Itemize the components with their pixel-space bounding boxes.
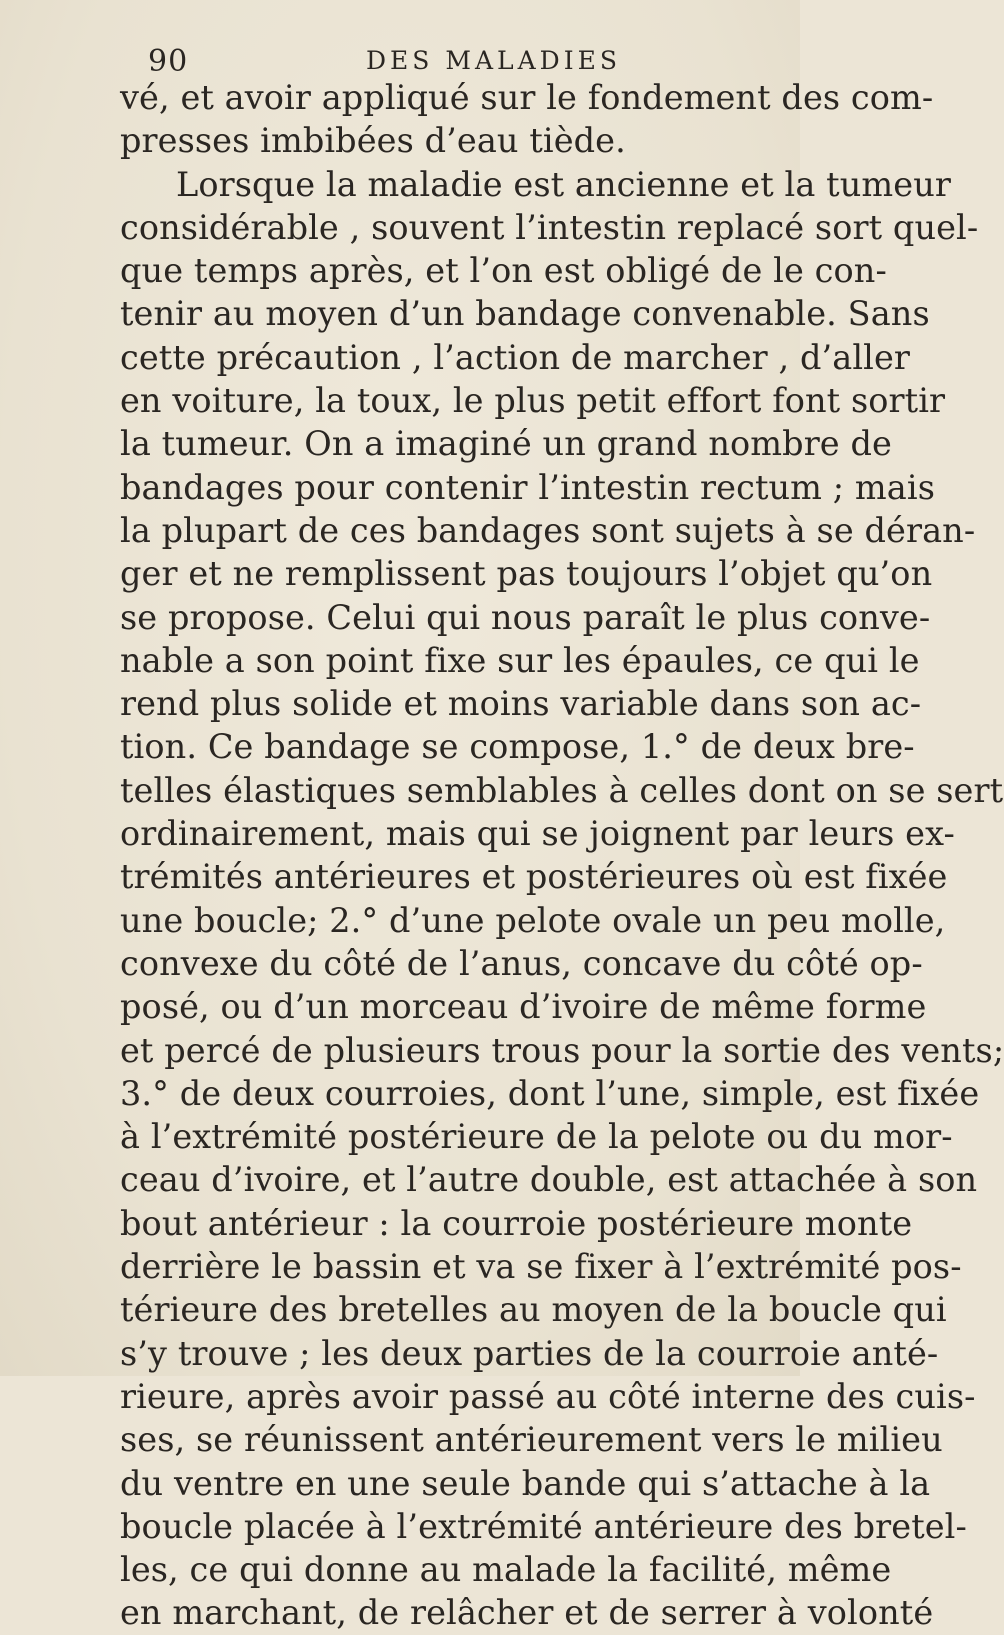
text-line: la tumeur. On a imaginé un grand nombre de <box>120 424 892 464</box>
text-line: 3.° de deux courroies, dont l’une, simple, est fixée <box>120 1073 980 1113</box>
text-line: considérable , souvent l’intestin replacé sort quel- <box>120 207 979 247</box>
text-line: rend plus solide et moins variable dans son ac- <box>120 684 922 724</box>
text-line: que temps après, et l’on est obligé de le con- <box>120 251 887 291</box>
text-line: térieure des bretelles au moyen de la boucle qui <box>120 1290 947 1330</box>
text-line: telles élastiques semblables à celles dont on se sert <box>120 770 1004 810</box>
text-line: s’y trouve ; les deux parties de la courroie anté- <box>120 1333 939 1373</box>
page-number: 90 <box>148 44 189 79</box>
text-line: nable a son point fixe sur les épaules, ce qui le <box>120 640 920 680</box>
text-line: posé, ou d’un morceau d’ivoire de même forme <box>120 987 927 1027</box>
text-line: bandages pour contenir l’intestin rectum ; mais <box>120 467 935 507</box>
text-line: trémités antérieures et postérieures où est fixée <box>120 857 948 897</box>
text-line: rieure, après avoir passé au côté interne des cuis- <box>120 1376 976 1416</box>
text-line: ordinairement, mais qui se joignent par leurs ex- <box>120 814 955 854</box>
body-text <box>120 76 1004 1635</box>
text-line: en marchant, de relâcher et de serrer à volonté <box>120 1593 934 1633</box>
text-line: tion. Ce bandage se compose, 1.° de deux bre- <box>120 727 915 767</box>
text-line: bout antérieur : la courroie postérieure monte <box>120 1203 913 1243</box>
text-line: boucle placée à l’extrémité antérieure des bretel- <box>120 1506 967 1546</box>
text-line: derrière le bassin et va se fixer à l’extrémité pos- <box>120 1247 962 1287</box>
text-line: en voiture, la toux, le plus petit effort font sortir <box>120 381 946 421</box>
text-line: presses imbibées d’eau tiède. <box>120 121 626 161</box>
paragraph-start-line: Lorsque la maladie est ancienne et la tumeur <box>176 164 951 204</box>
running-title: DES MALADIES <box>366 46 621 75</box>
text-line: ceau d’ivoire, et l’autre double, est attachée à son <box>120 1160 978 1200</box>
text-line: à l’extrémité postérieure de la pelote ou du mor- <box>120 1117 953 1157</box>
text-line: ses, se réunissent antérieurement vers le milieu <box>120 1420 943 1460</box>
text-line: et percé de plusieurs trous pour la sortie des vents; <box>120 1030 1004 1070</box>
text-line: tenir au moyen d’un bandage convenable. Sans <box>120 294 930 334</box>
text-line: convexe du côté de l’anus, concave du côté op- <box>120 943 923 983</box>
text-line: la plupart de ces bandages sont sujets à se déran- <box>120 510 976 550</box>
text-line: se propose. Celui qui nous paraît le plus conve- <box>120 597 931 637</box>
text-line: une boucle; 2.° d’une pelote ovale un peu molle, <box>120 900 946 940</box>
text-line: vé, et avoir appliqué sur le fondement des com- <box>120 78 934 117</box>
text-line: du ventre en une seule bande qui s’attache à la <box>120 1463 931 1503</box>
text-line: cette précaution , l’action de marcher , d’aller <box>120 337 911 377</box>
text-line: ger et ne remplissent pas toujours l’objet qu’on <box>120 554 933 594</box>
text-line: les, ce qui donne au malade la facilité, même <box>120 1550 892 1590</box>
